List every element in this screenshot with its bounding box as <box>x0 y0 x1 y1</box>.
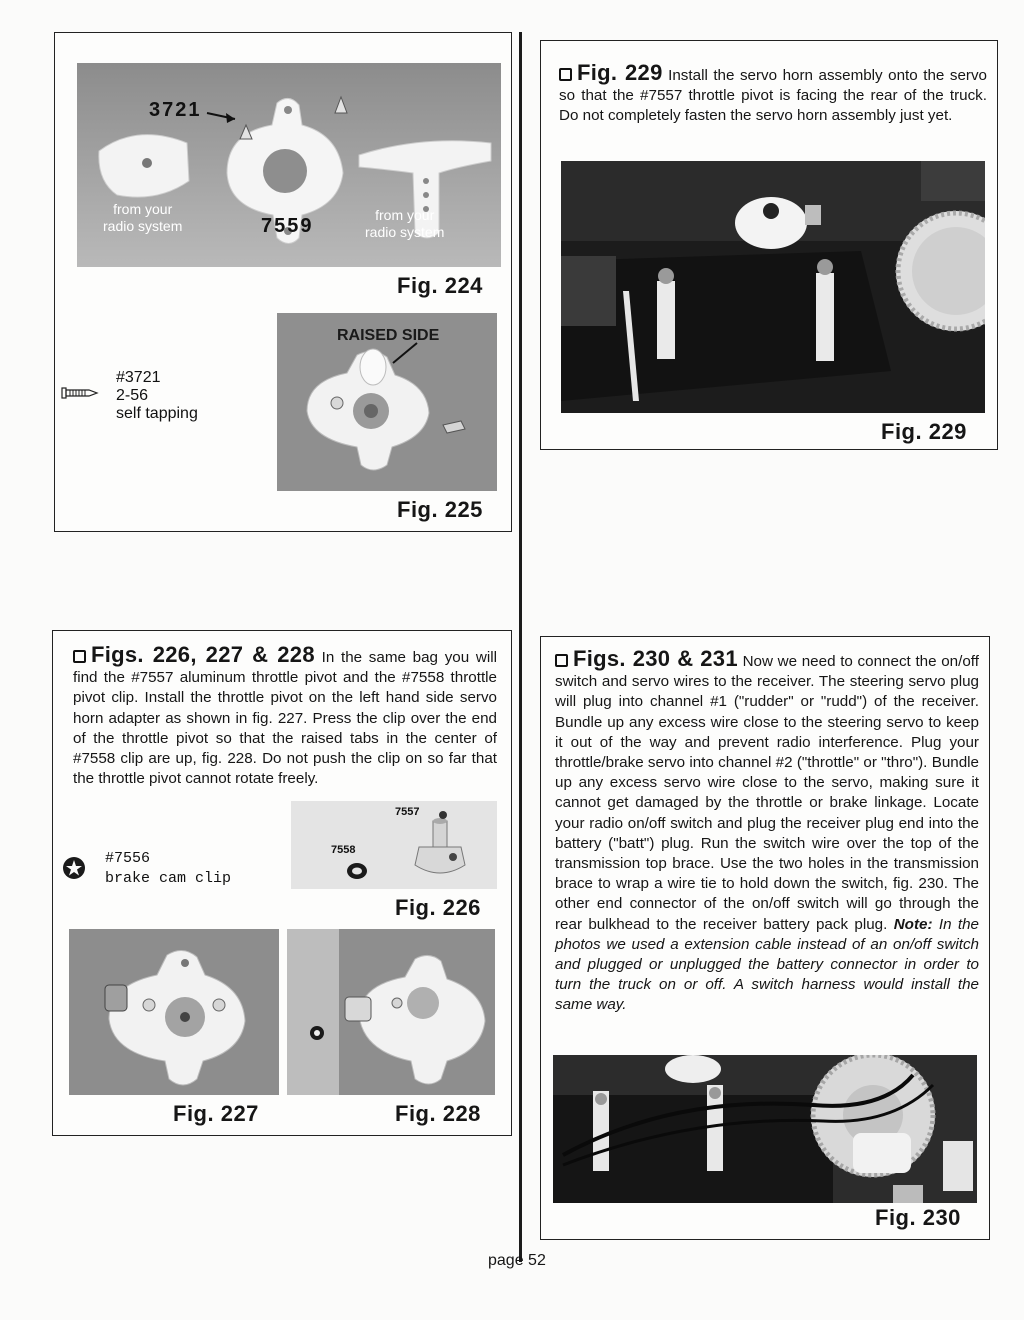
fig-229-caption: Fig. 229 <box>881 419 967 444</box>
fig-230-caption: Fig. 230 <box>875 1205 961 1230</box>
figs-226-228-text <box>73 642 497 789</box>
fig-229-panel <box>540 40 998 450</box>
fig-225-photo <box>277 313 497 491</box>
fig-229-heading: Fig. 229 <box>577 60 663 85</box>
fig-224-right-label-line1: from your <box>375 207 435 223</box>
brake-cam-clip-part: #7556 <box>105 850 151 867</box>
fig-229-checkbox[interactable] <box>559 68 572 81</box>
figs-230-231-text <box>555 646 980 1016</box>
fig-227-photo <box>69 929 279 1095</box>
fig-229-text <box>559 60 987 127</box>
fig-226-caption: Fig. 226 <box>395 895 481 920</box>
fig-225-raised-side: RAISED SIDE <box>337 327 440 344</box>
fig-225-screw-type: self tapping <box>116 405 198 422</box>
fig-230-photo <box>553 1055 977 1203</box>
figs-230-231-checkbox[interactable] <box>555 654 568 667</box>
fig-229-body: Install the servo horn assembly onto the servo so that the #7557 throttle pivot is facing the rear of the truck. Do not completely fasten the servo horn assembly just yet. <box>559 67 987 125</box>
fig-224-left-label <box>103 201 182 235</box>
fig-226-part-7558: 7558 <box>331 844 356 856</box>
figs-230-231-heading: Figs. 230 & 231 <box>573 646 738 671</box>
fig-224-left-label-line1: from your <box>113 201 173 217</box>
figs-230-231-note-label: Note: <box>893 915 933 933</box>
figs-230-231-panel <box>540 636 990 1240</box>
fig-224-225-panel <box>54 32 512 532</box>
fig-224-photo <box>77 63 501 267</box>
column-divider <box>519 32 522 1262</box>
brake-cam-clip-name: brake cam clip <box>105 870 232 887</box>
figs-226-228-heading: Figs. 226, 227 & 228 <box>91 642 315 667</box>
fig-227-caption: Fig. 227 <box>173 1101 259 1126</box>
figs-230-231-body: Now we need to connect the on/off switch and servo wires to the receiver. The steering servo plug will plug into channel #1 ("rudder" or "rudd") of the receiver. Bundle up any excess wire close to the steering servo to keep it out of the way and prevent radio interference. Plug your throttle/brake servo into channel #2 ("throttle" or "thro"). Bundle up any excess servo wire close to the servo, making sure it cannot get damaged by the throttle or brake linkage. Locate your radio on/off switch and plug the receiver plug end into the battery ("batt") plug. Run the switch wire over the top of the transmission top brace. Use the two holes in the transmission brace to wrap a wire tie to hold down the switch, fig. 230. The other end connector of the on/off switch will go through the rear bulkhead to the receiver battery pack plug. <box>555 653 979 933</box>
fig-225-screw-label <box>116 369 198 423</box>
brake-cam-clip-icon <box>62 856 86 880</box>
fig-224-left-label-line2: radio system <box>103 218 183 234</box>
fig-226-photo <box>291 801 497 889</box>
figs-230-231-note-text: In the photos we used a extension cable instead of an on/off switch and plugged or unplugged the battery connector in order to turn the truck on or off. A switch harness would install the same way. <box>555 915 980 1014</box>
page-number: page 52 <box>488 1252 546 1269</box>
fig-224-caption: Fig. 224 <box>397 273 483 298</box>
fig-226-part-7557: 7557 <box>395 806 420 818</box>
figs-226-228-body: In the same bag you will find the #7557 aluminum throttle pivot and the #7558 throttle pivot clip. Install the throttle pivot on the left hand side servo horn adapter as shown in fig. 227. Press the clip over the end of the throttle pivot so that the raised tabs in the center of #7558 clip are up, fig. 228. Do not push the clip on so far that the throttle pivot cannot rotate freely. <box>73 649 497 788</box>
fig-225-screw-size: 2-56 <box>116 387 149 404</box>
fig-224-right-label-line2: radio system <box>365 224 445 240</box>
fig-224-part-7559: 7559 <box>261 215 314 237</box>
figs-226-228-panel <box>52 630 512 1136</box>
fig-229-photo <box>561 161 985 413</box>
fig-224-right-label <box>365 207 444 241</box>
screw-3721-icon <box>61 386 101 400</box>
brake-cam-clip-label <box>105 849 231 889</box>
fig-228-photo <box>287 929 495 1095</box>
fig-224-part-3721: 3721 <box>149 99 202 121</box>
figs-226-228-checkbox[interactable] <box>73 650 86 663</box>
fig-228-caption: Fig. 228 <box>395 1101 481 1126</box>
fig-225-caption: Fig. 225 <box>397 497 483 522</box>
fig-225-screw-part: #3721 <box>116 369 161 386</box>
